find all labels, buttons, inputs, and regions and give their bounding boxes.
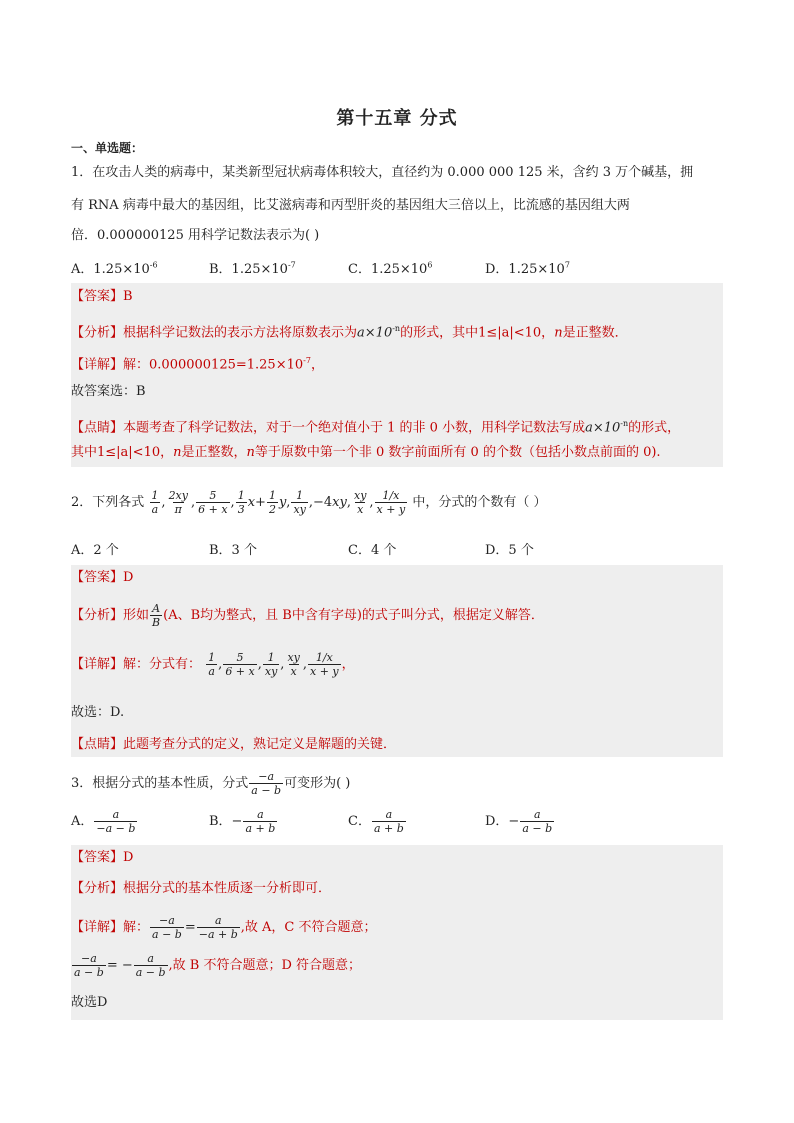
q2-option-d: D．5 个: [485, 543, 534, 558]
q3-option-d: D．− $\frac{a}{a - b}$: [485, 808, 553, 835]
q2-solution-box: [71, 565, 723, 757]
q3-stem: 3．根据分式的基本性质，分式 $\frac{-a}{a - b}$ 可变形为( ): [71, 770, 351, 797]
section-heading: 一、单选题：: [71, 141, 144, 155]
q2-answer: 【答案】D: [71, 570, 134, 585]
q3-analysis: 【分析】根据分式的基本性质逐一分析即可．: [71, 881, 332, 896]
q3-detail-line2: $\frac{-a}{a - b}$ = − $\frac{a}{a - b}$ ,故 B 不符合题意；D 符合题意；: [74, 952, 362, 979]
q3-detail: 【详解】解： $\frac{-a}{a - b}$ = $\frac{a}{-a + b}$ ,故 A，C 不符合题意；: [71, 914, 377, 941]
q1-text-line3: 倍．0.000000125 用科学记数法表示为( ): [71, 228, 320, 243]
q1-option-b: B．$1.25\times 10^{-7}$: [209, 260, 296, 277]
page-title: 第十五章 分式: [336, 108, 458, 129]
q2-stem: 2．下列各式 $\frac{1}{a}$ , $\frac{2xy}{\pi}$ , $\frac{5}{6 + x}$ , $\frac{1}{3}$ x+ $\frac{1}{2}$ y, $\frac{1}{xy}$ ,−4xy, $\frac{xy}{x}$ , $\frac{1/x}{x + y}$ 中，分式的个数有（ ）: [71, 489, 547, 516]
q2-note: 【点睛】此题考查分式的定义，熟记定义是解题的关键．: [71, 737, 397, 752]
q2-conclusion: 故选：D.: [71, 705, 125, 720]
q1-text-line1: 1．在攻击人类的病毒中，某类新型冠状病毒体积较大，直径约为 0.000 000 125 米，含约 3 万个碱基，拥: [71, 165, 694, 180]
q1-note-line2: 其中1≤|a|<10，n是正整数，n等于原数中第一个非 0 数字前面所有 0 的个数（包括小数点前面的 0).: [71, 445, 661, 460]
q1-detail: 【详解】解：$0.000000125=1.25\times 10^{-7}$，: [71, 356, 324, 373]
q1-text-line2: 有 RNA 病毒中最大的基因组，比艾滋病毒和丙型肝炎的基因组大三倍以上，比流感的基因组大两: [71, 198, 630, 213]
q1-answer: 【答案】B: [71, 289, 133, 304]
q1-option-c: C．$1.25\times 10^6$: [348, 260, 433, 277]
q3-option-c: C． $\frac{a}{a + b}$: [348, 808, 404, 835]
q3-answer: 【答案】D: [71, 850, 134, 865]
q2-option-b: B．3 个: [209, 543, 257, 558]
q3-option-b: B．− $\frac{a}{a + b}$: [209, 808, 276, 835]
q2-detail: 【详解】解：分式有： $\frac{1}{a}$ , $\frac{5}{6 + x}$ , $\frac{1}{xy}$ , $\frac{xy}{x}$ , $\frac{1/x}{x + y}$ ，: [71, 651, 355, 678]
q3-solution-box: [71, 845, 723, 1020]
q1-conclusion: 故答案选：B: [71, 384, 146, 399]
q1-option-a: A．$1.25\times 10^{-6}$: [71, 260, 158, 277]
q2-option-c: C．4 个: [348, 543, 397, 558]
q2-option-a: A．2 个: [71, 543, 119, 558]
q2-analysis: 【分析】形如 $\frac{A}{B}$ (A、B均为整式，且 B中含有字母)的式子叫分式，根据定义解答．: [71, 602, 544, 629]
q1-note-line1: 【点睛】本题考查了科学记数法，对于一个绝对值小于 1 的非 0 小数，用科学记数法写成$a\times 10^{-n}$的形式，: [71, 419, 681, 436]
q3-option-a: A． $\frac{a}{-a - b}$: [71, 808, 136, 835]
q1-option-d: D．$1.25\times 10^7$: [485, 260, 570, 277]
q1-solution-box: [71, 283, 723, 467]
q3-conclusion: 故选D: [71, 995, 108, 1010]
q1-analysis: 【分析】根据科学记数法的表示方法将原数表示为$a\times 10^{-n}$的形式，其中1≤|a|<10，n是正整数．: [71, 324, 628, 341]
